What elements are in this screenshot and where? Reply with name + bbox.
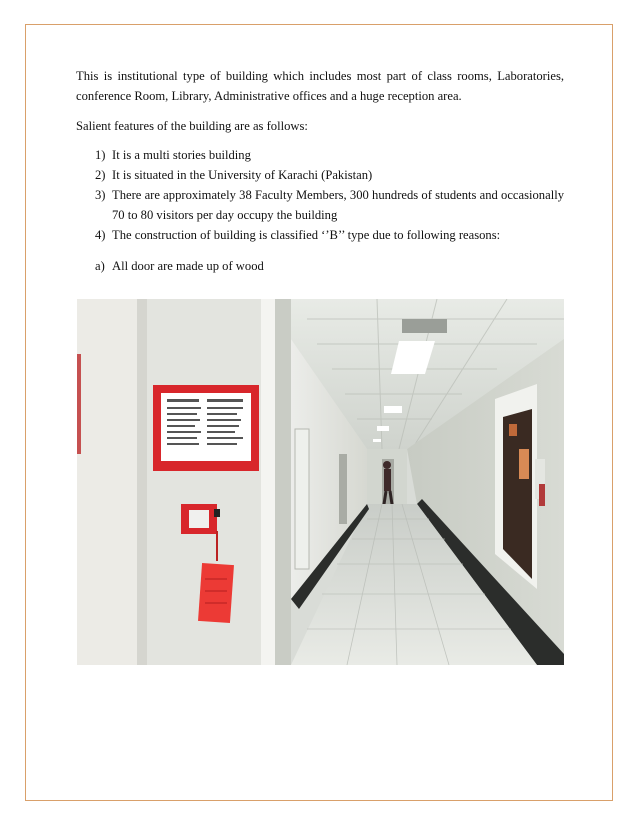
list-item — [76, 145, 564, 165]
list-item — [76, 225, 564, 245]
features-list — [76, 145, 564, 245]
features-heading: Salient features of the building are as follows: — [76, 119, 308, 133]
list-text: There are approximately 38 Faculty Members, 300 hundreds of students and occasionally 70 to 80 visitors per day occupy the building — [112, 188, 564, 222]
corridor-illustration — [77, 299, 564, 665]
list-text: It is a multi stories building — [112, 148, 251, 162]
list-item — [76, 185, 564, 225]
list-marker: 4) — [95, 228, 106, 242]
document-body — [76, 66, 564, 276]
corridor-photo — [77, 299, 564, 665]
fire-instructions-panel — [153, 385, 259, 471]
list-item — [76, 165, 564, 185]
list-text: All door are made up of wood — [112, 259, 264, 273]
list-marker: a) — [95, 259, 105, 273]
list-text: The construction of building is classified ‘’B’’ type due to following reasons: — [112, 228, 501, 242]
list-marker: 2) — [95, 168, 106, 182]
intro-paragraph: This is institutional type of building which includes most part of class rooms, Laboratories, conference Room, Library, Administrative offices and a huge reception area. — [76, 69, 564, 103]
reason-item — [76, 256, 564, 276]
list-text: It is situated in the University of Karachi (Pakistan) — [112, 168, 373, 182]
list-marker: 3) — [95, 188, 106, 202]
list-marker: 1) — [95, 148, 106, 162]
